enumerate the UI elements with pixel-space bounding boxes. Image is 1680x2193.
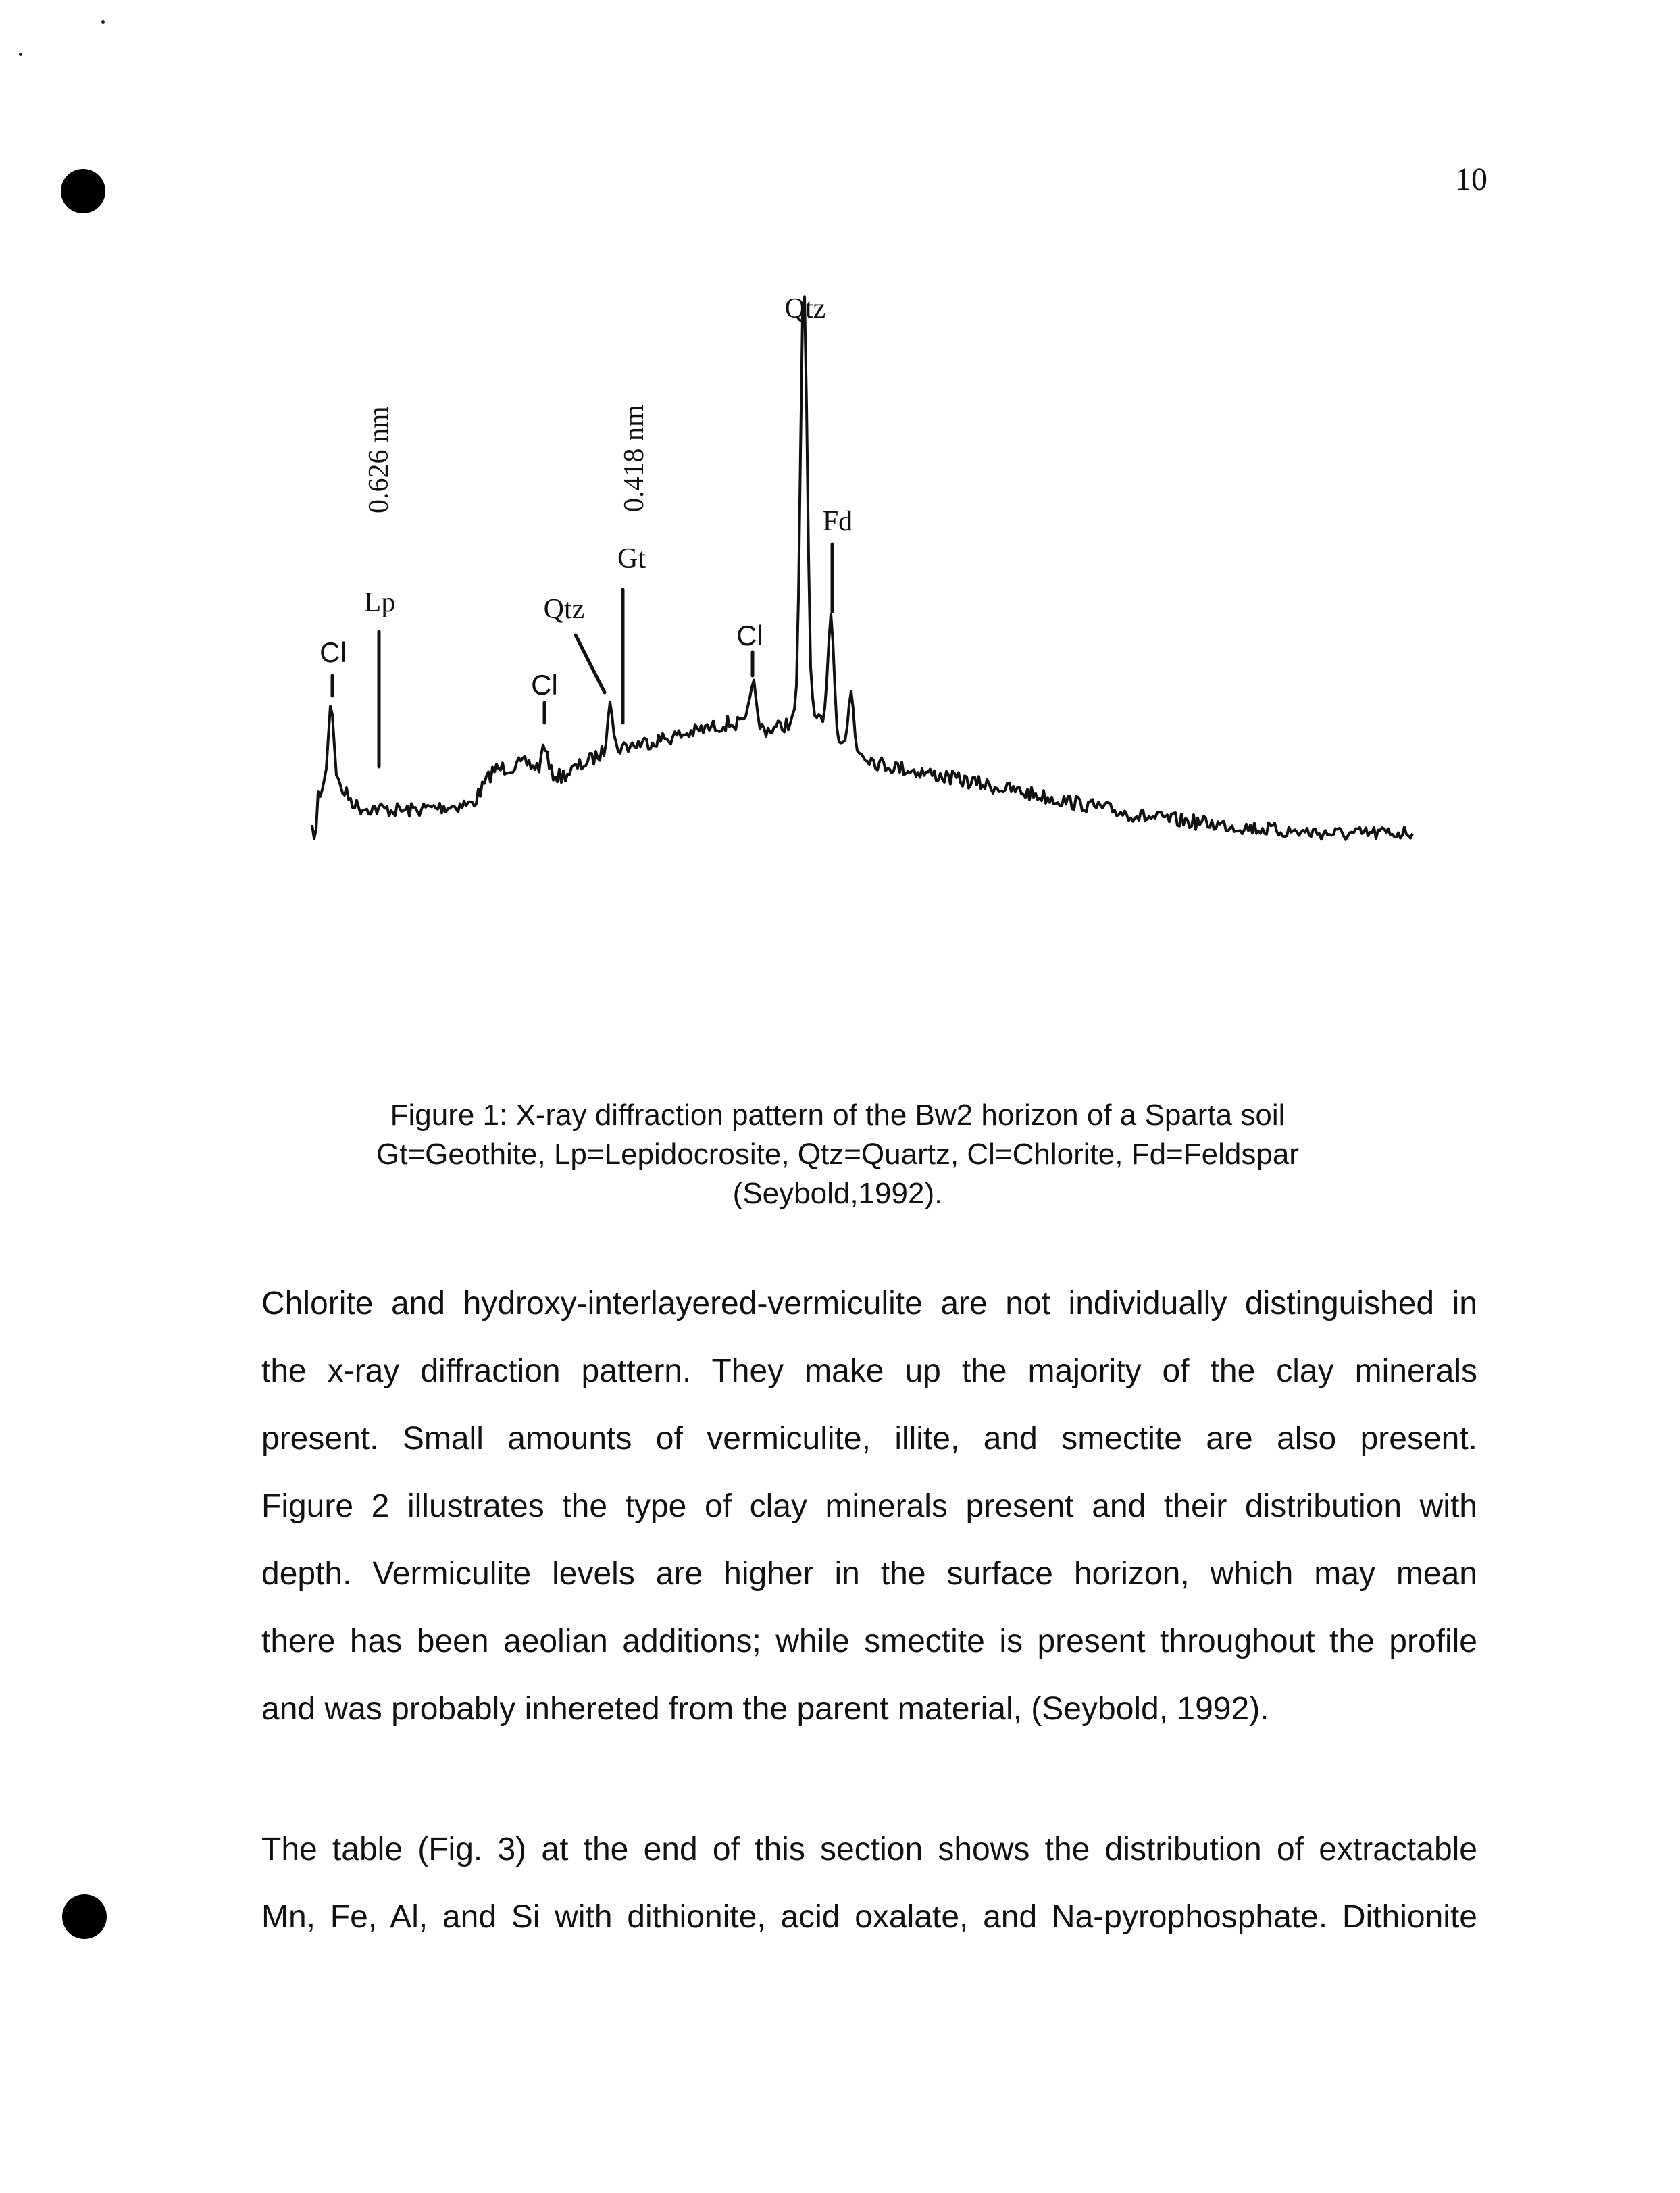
binder-hole	[62, 1894, 107, 1939]
xrd-trace-line	[312, 297, 1412, 840]
peak-label-gt: Gt	[617, 543, 646, 574]
text-line: The table (Fig. 3) at the end of this section shows the distribution of extractable	[261, 1832, 1477, 1867]
peak-label-cl: Cl	[736, 620, 763, 651]
text-line: present. Small amounts of vermiculite, illite, and smectite are also present.	[261, 1421, 1477, 1457]
text-line: Figure 2 illustrates the type of clay minerals present and their distribution with	[261, 1488, 1477, 1524]
text-line: Chlorite and hydroxy-interlayered-vermiculite are not individually distinguished in	[261, 1286, 1477, 1321]
d-spacing-label-0626: 0.626 nm	[363, 406, 394, 513]
peak-label-lp: Lp	[363, 587, 396, 618]
text-line: Mn, Fe, Al, and Si with dithionite, acid oxalate, and Na-pyrophosphate. Dithionite	[261, 1899, 1477, 1935]
peak-label-cl: Cl	[320, 636, 347, 668]
body-paragraph	[261, 1816, 1477, 1951]
text-line: there has been aeolian additions; while smectite is present throughout the profile	[261, 1623, 1477, 1659]
caption-line: Gt=Geothite, Lp=Lepidocrosite, Qtz=Quartz, Cl=Chlorite, Fd=Feldspar	[376, 1138, 1299, 1171]
figure-caption	[263, 1096, 1412, 1213]
body-paragraph	[261, 1270, 1477, 1743]
page-number: 10	[1455, 161, 1487, 197]
d-spacing-label-0418: 0.418 nm	[619, 405, 650, 512]
xrd-figure	[0, 0, 1680, 946]
caption-line: (Seybold,1992).	[732, 1177, 943, 1210]
text-line: and was probably inhereted from the parent material, (Seybold, 1992).	[261, 1691, 1269, 1727]
peak-label-cl: Cl	[531, 669, 558, 701]
xrd-trace	[312, 297, 1412, 840]
peak-marker	[576, 635, 605, 692]
peak-label-qtz: Qtz	[543, 594, 585, 625]
peak-label-fd: Fd	[822, 506, 853, 537]
peak-label-qtz-main: Qtz	[784, 293, 826, 324]
text-line: the x-ray diffraction pattern. They make up the majority of the clay minerals	[261, 1353, 1477, 1389]
text-line: depth. Vermiculite levels are higher in the surface horizon, which may mean	[261, 1556, 1477, 1592]
caption-line: Figure 1: X-ray diffraction pattern of the Bw2 horizon of a Sparta soil	[390, 1099, 1286, 1132]
